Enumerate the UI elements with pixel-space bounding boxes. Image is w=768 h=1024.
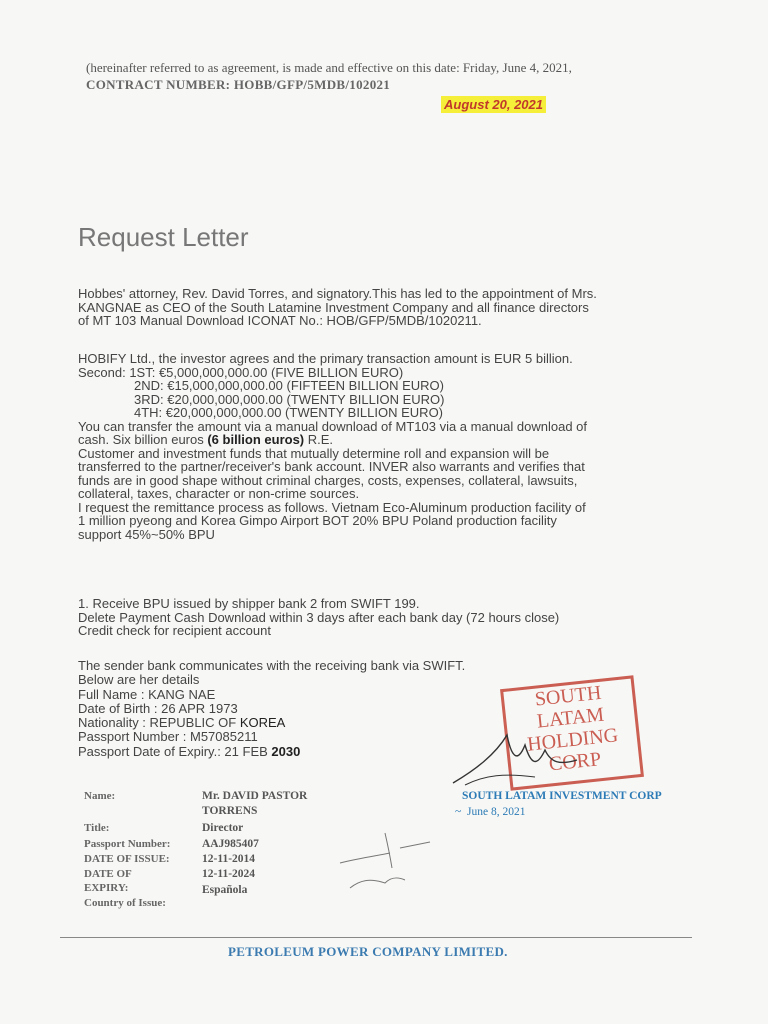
text-line: Hobbes' attorney, Rev. David Torres, and signatory.This has led to the appointment of Mrs. xyxy=(78,286,597,301)
text-line: The sender bank communicates with the receiving bank via SWIFT. xyxy=(78,658,466,673)
text-span: R.E. xyxy=(304,432,334,447)
bold-amount: (6 billion euros) xyxy=(207,432,305,447)
text-line: Date of Birth : 26 APR 1973 xyxy=(78,700,238,716)
label-country-of-issue: Country of Issue: xyxy=(84,897,166,909)
text-span: Nationality : REPUBLIC OF xyxy=(78,715,240,731)
text-line: Customer and investment funds that mutually determine roll and expansion will be xyxy=(78,445,550,461)
page-title: Request Letter xyxy=(78,222,249,252)
text-line: Delete Payment Cash Download within 3 days after each bank day (72 hours close) xyxy=(78,609,560,625)
text-line: of MT 103 Manual Download ICONAT No.: HOB/GFP/5MDB/1020211. xyxy=(78,313,482,328)
text-line: collateral, taxes, character or non-crime sources. xyxy=(78,486,360,501)
text-line: Below are her details xyxy=(78,672,200,688)
corp-date-prefix: ~ xyxy=(455,806,462,818)
value-name-2: TORRENS xyxy=(202,805,258,817)
agreement-intro-line: (hereinafter referred to as agreement, is made and effective on this date: Friday, June 4, 2021, xyxy=(86,60,572,75)
text-line: HOBIFY Ltd., the investor agrees and the primary transaction amount is EUR 5 billion. xyxy=(78,351,573,366)
value-country: Española xyxy=(202,884,248,896)
label-date-of-expiry: DATE OF xyxy=(84,868,132,880)
footer-company: PETROLEUM POWER COMPANY LIMITED. xyxy=(228,944,508,959)
text-line: funds are in good shape without criminal charges, costs, expenses, collateral, lawsuits, xyxy=(78,472,578,488)
label-name: Name: xyxy=(84,790,116,802)
corp-name: SOUTH LATAM INVESTMENT CORP xyxy=(462,790,662,802)
stamp-line: CORP xyxy=(547,748,603,776)
label-date-of-issue: DATE OF ISSUE: xyxy=(84,853,170,865)
value-date-of-expiry: 12-11-2024 xyxy=(202,868,256,880)
stamp-line: HOLDING xyxy=(526,724,620,756)
value-name-1: Mr. DAVID PASTOR xyxy=(202,790,308,802)
value-passport-number: AAJ985407 xyxy=(202,838,259,850)
transaction-paragraph xyxy=(78,352,678,541)
text-span: Passport Date of Expiry.: 21 FEB xyxy=(78,743,272,759)
text-line: 1. Receive BPU issued by shipper bank 2 from SWIFT 199. xyxy=(78,596,420,611)
text-span: cash. Six billion euros xyxy=(78,432,208,447)
text-line: I request the remittance process as follows. Vietnam Eco-Aluminum production facility of xyxy=(78,499,586,515)
tranche-line: 4TH: €20,000,000,000.00 (TWENTY BILLION EURO) xyxy=(134,405,444,420)
text-line: Credit check for recipient account xyxy=(78,623,271,638)
text-line: KANGNAE as CEO of the South Latamine Investment Company and all finance directors xyxy=(78,299,589,315)
text-line: You can transfer the amount via a manual download of MT103 via a manual download of xyxy=(78,418,588,434)
text-line: Full Name : KANG NAE xyxy=(78,686,216,702)
appointment-paragraph xyxy=(78,287,678,328)
text-line: Passport Number : M57085211 xyxy=(78,729,258,745)
signature-director xyxy=(330,828,440,898)
bold-year: 2030 xyxy=(271,743,301,759)
contract-number: CONTRACT NUMBER: HOBB/GFP/5MDB/102021 xyxy=(86,77,391,92)
text-line: transferred to the partner/receiver's bank account. INVER also warrants and verifies that xyxy=(78,459,585,474)
label-expiry: EXPIRY: xyxy=(84,882,129,894)
tranche-line: Second: 1ST: €5,000,000,000.00 (FIVE BILLION EURO) xyxy=(78,364,404,380)
tranche-line: 2ND: €15,000,000,000.00 (FIFTEEN BILLION EURO) xyxy=(134,378,444,393)
stamp-line: LATAM xyxy=(535,703,606,733)
corp-date-value: June 8, 2021 xyxy=(466,806,526,818)
corp-date xyxy=(455,806,525,818)
text-line: support 45%~50% BPU xyxy=(78,526,215,542)
highlighted-date: August 20, 2021 xyxy=(441,96,546,113)
value-title: Director xyxy=(202,822,244,834)
stamp-line: SOUTH xyxy=(533,681,603,711)
value-date-of-issue: 12-11-2014 xyxy=(202,853,256,865)
remittance-steps xyxy=(78,597,678,638)
text-line: 1 million pyeong and Korea Gimpo Airport BOT 20% BPU Poland production facility xyxy=(78,513,557,528)
footer-divider xyxy=(60,937,692,938)
signature-ceo xyxy=(445,715,585,790)
tranche-line: 3RD: €20,000,000,000.00 (TWENTY BILLION EURO) xyxy=(134,391,445,407)
text-span: KOREA xyxy=(239,715,286,731)
label-passport-number: Passport Number: xyxy=(84,838,171,850)
label-title: Title: xyxy=(84,822,110,834)
text-line xyxy=(78,433,678,447)
